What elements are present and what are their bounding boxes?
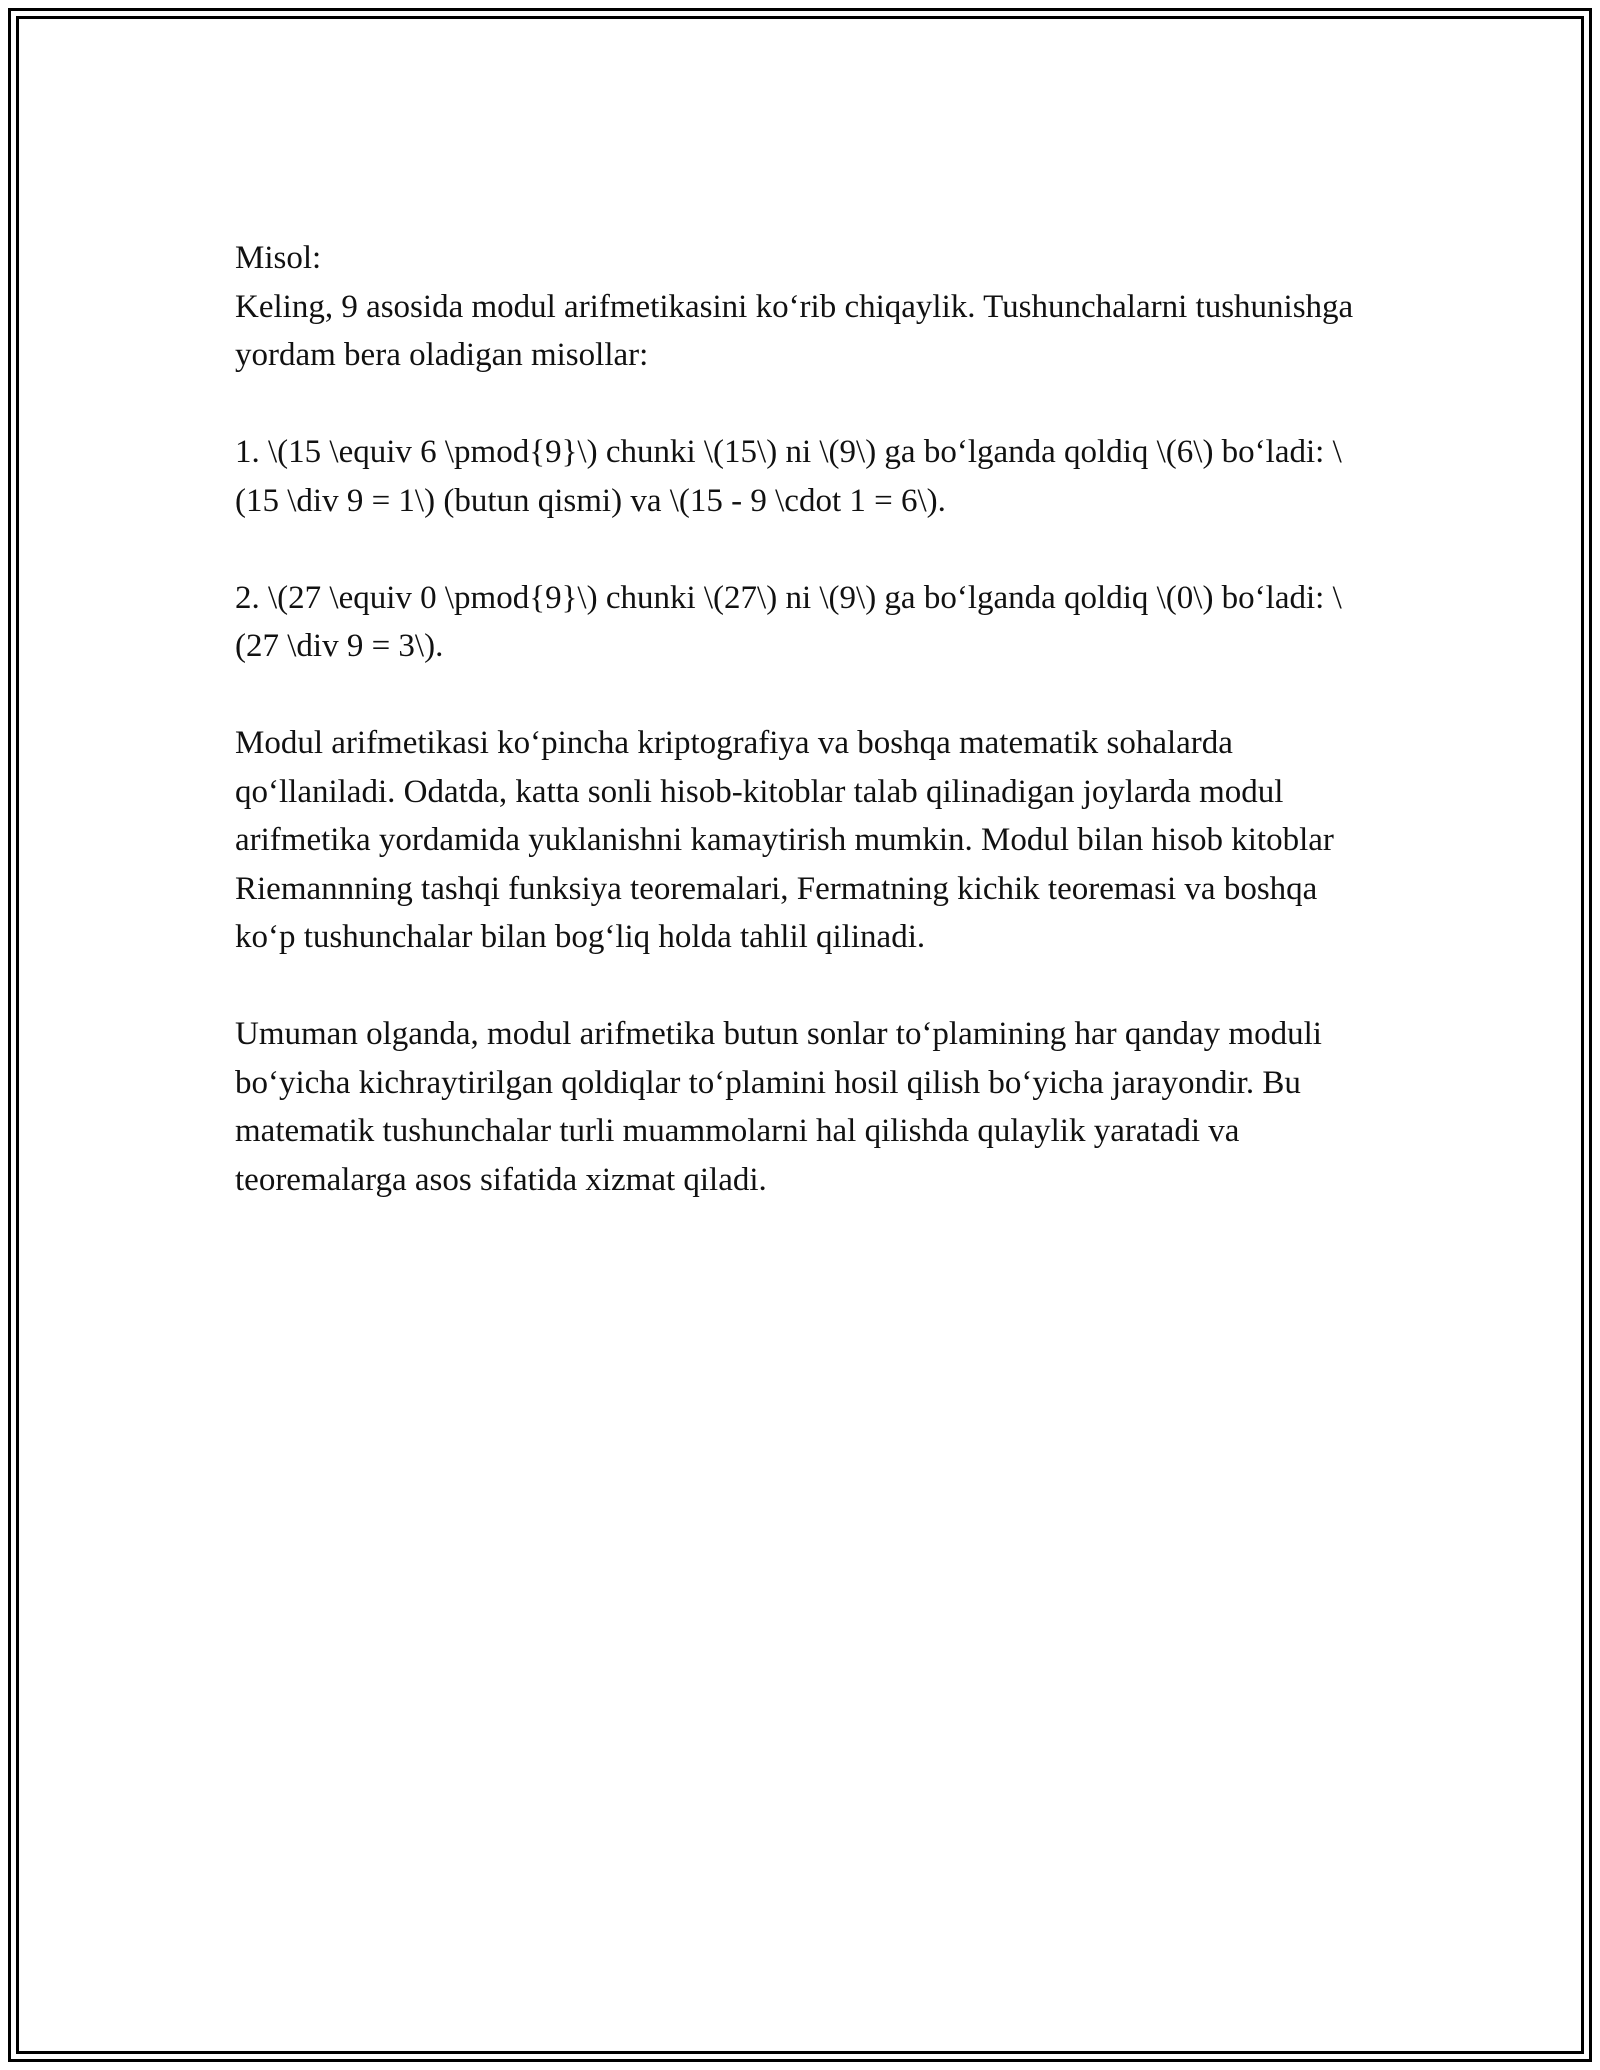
intro-paragraph: Keling, 9 asosida modul arifmetikasini ko‘rib chiqaylik. Tushunchalarni tushunishga yordam bera oladigan misollar: (235, 288, 1354, 373)
spacer (235, 525, 1365, 574)
heading: Misol: (235, 240, 322, 276)
spacer (235, 671, 1365, 720)
body-paragraph-1: Modul arifmetikasi ko‘pincha kriptografiya va boshqa matematik sohalarda qo‘llaniladi. Odatda, katta sonli hisob-kitoblar talab qilinadigan joylarda modul arifmetika yordamida yuklanishni kamaytirish mumkin. Modul bilan hisob kitoblar Riemannning tashqi funksiya teoremalari, Fermatning kichik teoremasi va boshqa ko‘p tushunchalar bilan bog‘liq holda tahlil qilinadi. (235, 725, 1334, 955)
example-1: 1. \(15 \equiv 6 \pmod{9}\) chunki \(15\) ni \(9\) ga bo‘lganda qoldiq \(6\) bo‘ladi: \(15 \div 9 = 1\) (butun qismi) va \(15 - 9 \cdot 1 = 6\). (235, 434, 1342, 519)
example-2: 2. \(27 \equiv 0 \pmod{9}\) chunki \(27\) ni \(9\) ga bo‘lganda qoldiq \(0\) bo‘ladi: \(27 \div 9 = 3\). (235, 579, 1342, 664)
spacer (235, 380, 1365, 429)
spacer (235, 962, 1365, 1011)
body-paragraph-2: Umuman olganda, modul arifmetika butun sonlar to‘plamining har qanday moduli bo‘yicha kichraytirilgan qoldiqlar to‘plamini hosil qilish bo‘yicha jarayondir. Bu matematik tushunchalar turli muammolarni hal qilishda qulaylik yaratadi va teoremalarga asos sifatida xizmat qiladi. (235, 1016, 1322, 1198)
document-body (235, 234, 1365, 1204)
